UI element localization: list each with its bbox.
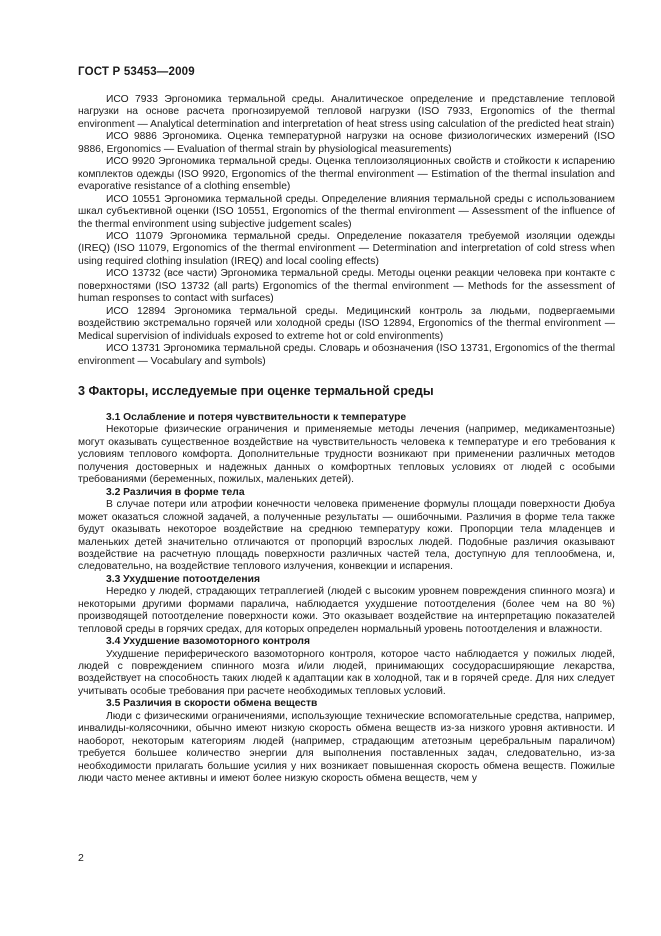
reference-iso-9886: ИСО 9886 Эргономика. Оценка температурной нагрузки на основе физиологических измерений (ISO 9886, Ergonomics — Evaluation of thermal strain by physiological measurements) bbox=[78, 131, 615, 155]
section-3-3-heading: 3.3 Ухудшение потоотделения bbox=[106, 573, 260, 585]
section-3-4-text: Ухудшение периферического вазомоторного контроля, которое часто наблюдается у пожилых людей, людей с повреждением спинного мозга и/или людей, принимающих сосудорасширяющие лекарства, воздействует на способность таких людей к адаптации как в холодной, так и в горячей среде. Для них следует учитывать особые требования при расчете необходимых тепловых условий. bbox=[78, 648, 615, 697]
reference-iso-9920: ИСО 9920 Эргономика термальной среды. Оценка теплоизоляционных свойств и стойкости к испарению комплектов одежды (ISO 9920, Ergonomics of the thermal environment — Estimation of the thermal insulation and evaporative resistance of a clothing ensemble) bbox=[78, 156, 615, 193]
section-3-1-heading: 3.1 Ослабление и потеря чувствительности к температуре bbox=[106, 411, 407, 423]
reference-iso-10551: ИСО 10551 Эргономика термальной среды. Определение влияния термальной среды с использованием шкал субъективной оценки (ISO 10551, Ergonomics of the thermal environment — Assessment of the influence of the thermal environment using subjective judgement scales) bbox=[78, 193, 615, 230]
reference-iso-7933: ИСО 7933 Эргономика термальной среды. Аналитическое определение и представление тепловой нагрузки на основе расчета прогнозируемой тепловой нагрузки (ISO 7933, Ergonomics of the thermal environment — Analytical determination and interpretation of heat stress using calculation of the predicted heat strain) bbox=[78, 94, 615, 130]
page-number: 2 bbox=[78, 852, 84, 864]
reference-iso-12894: ИСО 12894 Эргономика термальной среды. Медицинский контроль за людьми, подвергаемыми воздействию экстремально горячей или холодной среды (ISO 12894, Ergonomics of the thermal environment — Medical supervision of individuals exposed to extreme hot or cold environments) bbox=[78, 305, 615, 342]
section-3-2-heading: 3.2 Различия в форме тела bbox=[106, 486, 245, 498]
section-3-5-heading: 3.5 Различия в скорости обмена веществ bbox=[106, 698, 318, 710]
reference-iso-13731: ИСО 13731 Эргономика термальной среды. Словарь и обозначения (ISO 13731, Ergonomics of the thermal environment — Vocabulary and symbols) bbox=[78, 343, 615, 367]
document-code: ГОСТ Р 53453—2009 bbox=[78, 66, 195, 78]
section-3-3-text: Нередко у людей, страдающих тетраплегией (людей с высоким уровнем повреждения спинного мозга) и некоторыми другими формами паралича, наблюдается ухудшение потоотделения (более чем на 80 %) производящей потоотделение поверхности кожи. Это оказывает воздействие на интерпретацию показателей тепловой среды в горячих средах, для которых определен нормальный уровень потоотделения и влажности. bbox=[78, 586, 615, 635]
section-3-1-text: Некоторые физические ограничения и применяемые методы лечения (например, медикаментозные) могут оказывать существенное воздействие на чувствительность человека к температуре и его требования к условиям теплового комфорта. Дополнительные трудности возникают при применении различных методов получения достоверных и надежных данных о комфортных тепловых условиях от людей с особыми требованиями (беременных, пожилых, маленьких детей). bbox=[78, 424, 615, 486]
section-3-2-text: В случае потери или атрофии конечности человека применение формулы площади поверхности Дюбуа может оказаться сложной задачей, а полученные результаты — ошибочными. Различия в форме тела также будут оказывать некоторое воздействие на среднюю температуру кожи. Пропорции тела младенцев и маленьких детей значительно отличаются от пропорций взрослых людей. Подобные различия оказывают воздействие на расчетную площадь поверхности различных частей тела, доступную для теплообмена, и, следовательно, на воздействие теплового излучения, конвекции и испарения. bbox=[78, 499, 615, 573]
section-3-4-heading: 3.4 Ухудшение вазомоторного контроля bbox=[106, 636, 310, 648]
section-3-5-text: Люди с физическими ограничениями, использующие технические вспомогательные средства, например, инвалиды-колясочники, обычно имеют низкую скорость обмена веществ из-за низкого уровня активности. И наоборот, некоторым категориям людей (например, страдающим атетозным церебральным параличом) требуется большее количество энергии для выполнения поставленных задач, следовательно, из-за необходимости прилагать большие усилия у них возникает повышенная скорость обмена веществ. Пожилые люди часто менее активны и имеют более низкую скорость обмена веществ, чем у bbox=[78, 710, 615, 785]
section-3-heading: 3 Факторы, исследуемые при оценке термальной среды bbox=[78, 383, 434, 398]
reference-iso-13732: ИСО 13732 (все части) Эргономика термальной среды. Методы оценки реакции человека при контакте с поверхностями (ISO 13732 (all parts) Ergonomics of the thermal environment — Methods for the assessment of human responses to contact with surfaces) bbox=[78, 268, 615, 305]
reference-iso-11079: ИСО 11079 Эргономика термальной среды. Определение показателя требуемой изоляции одежды (IREQ) (ISO 11079, Ergonomics of the thermal environment — Determination and interpretation of cold stress when using required clothing insulation (IREQ) and local cooling effects) bbox=[78, 230, 615, 267]
page-content bbox=[78, 94, 615, 786]
